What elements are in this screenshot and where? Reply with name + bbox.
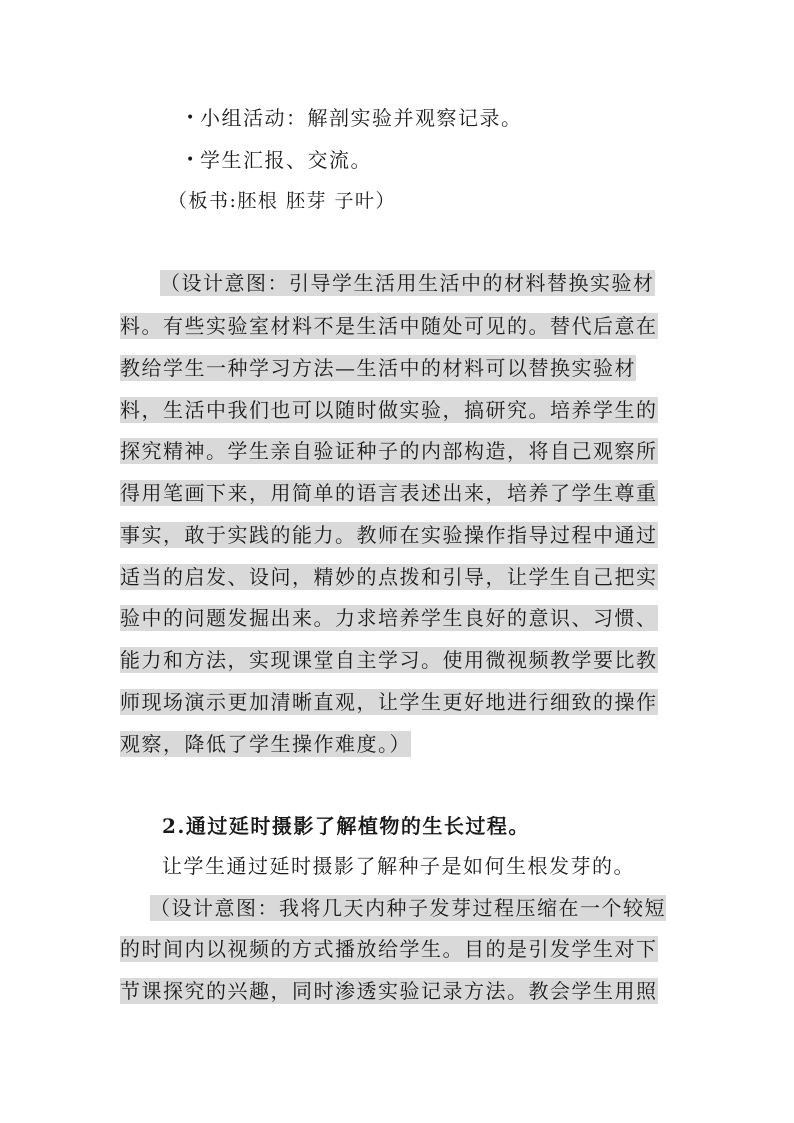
design-intent-line: 料。有些实验室材料不是生活中随处可见的。替代后意在 — [120, 314, 658, 338]
section-title: 2.通过延时摄影了解植物的生长过程。 — [162, 814, 530, 838]
design-intent-line: 的时间内以视频的方式播放给学生。目的是引发学生对下 — [120, 937, 658, 961]
activity-text: 小组活动：解剖实验并观察记录。 — [200, 106, 523, 130]
design-intent-line: 探究精神。学生亲自验证种子的内部构造，将自己观察所 — [120, 439, 658, 463]
design-intent-line: （设计意图：我将几天内种子发芽过程压缩在一个较短 — [150, 896, 666, 920]
design-intent-line: 观察，降低了学生操作难度。） — [120, 732, 411, 756]
design-intent-line: 能力和方法，实现课堂自主学习。使用微视频教学要比教 — [120, 648, 658, 672]
design-intent-line: 师现场演示更加清晰直观，让学生更好地进行细致的操作 — [120, 690, 658, 714]
section-body: 让学生通过延时摄影了解种子是如何生根发芽的。 — [162, 854, 635, 878]
board-note: （板书:胚根 胚芽 子叶） — [168, 190, 396, 212]
activity-text: 学生汇报、交流。 — [200, 148, 372, 172]
bullet-icon: • — [186, 152, 196, 168]
design-intent-line: 事实，敢于实践的能力。教师在实验操作指导过程中通过 — [120, 523, 658, 547]
design-intent-line: 料，生活中我们也可以随时做实验，搞研究。培养学生的 — [120, 398, 658, 422]
design-intent-line: 验中的问题发掘出来。力求培养学生良好的意识、习惯、 — [120, 606, 658, 630]
activity-item — [186, 147, 372, 173]
design-intent-line: 节课探究的兴趣，同时渗透实验记录方法。教会学生用照 — [120, 979, 658, 1003]
design-intent-line: 得用笔画下来，用简单的语言表述出来，培养了学生尊重 — [120, 481, 658, 505]
bullet-icon: • — [186, 110, 196, 126]
design-intent-line: 适当的启发、设问，精妙的点拨和引导，让学生自己把实 — [120, 565, 658, 589]
design-intent-line: （设计意图：引导学生活用生活中的材料替换实验材 — [160, 271, 655, 295]
activity-item — [186, 105, 523, 131]
design-intent-line: 教给学生一种学习方法—生活中的材料可以替换实验材 — [120, 356, 636, 380]
